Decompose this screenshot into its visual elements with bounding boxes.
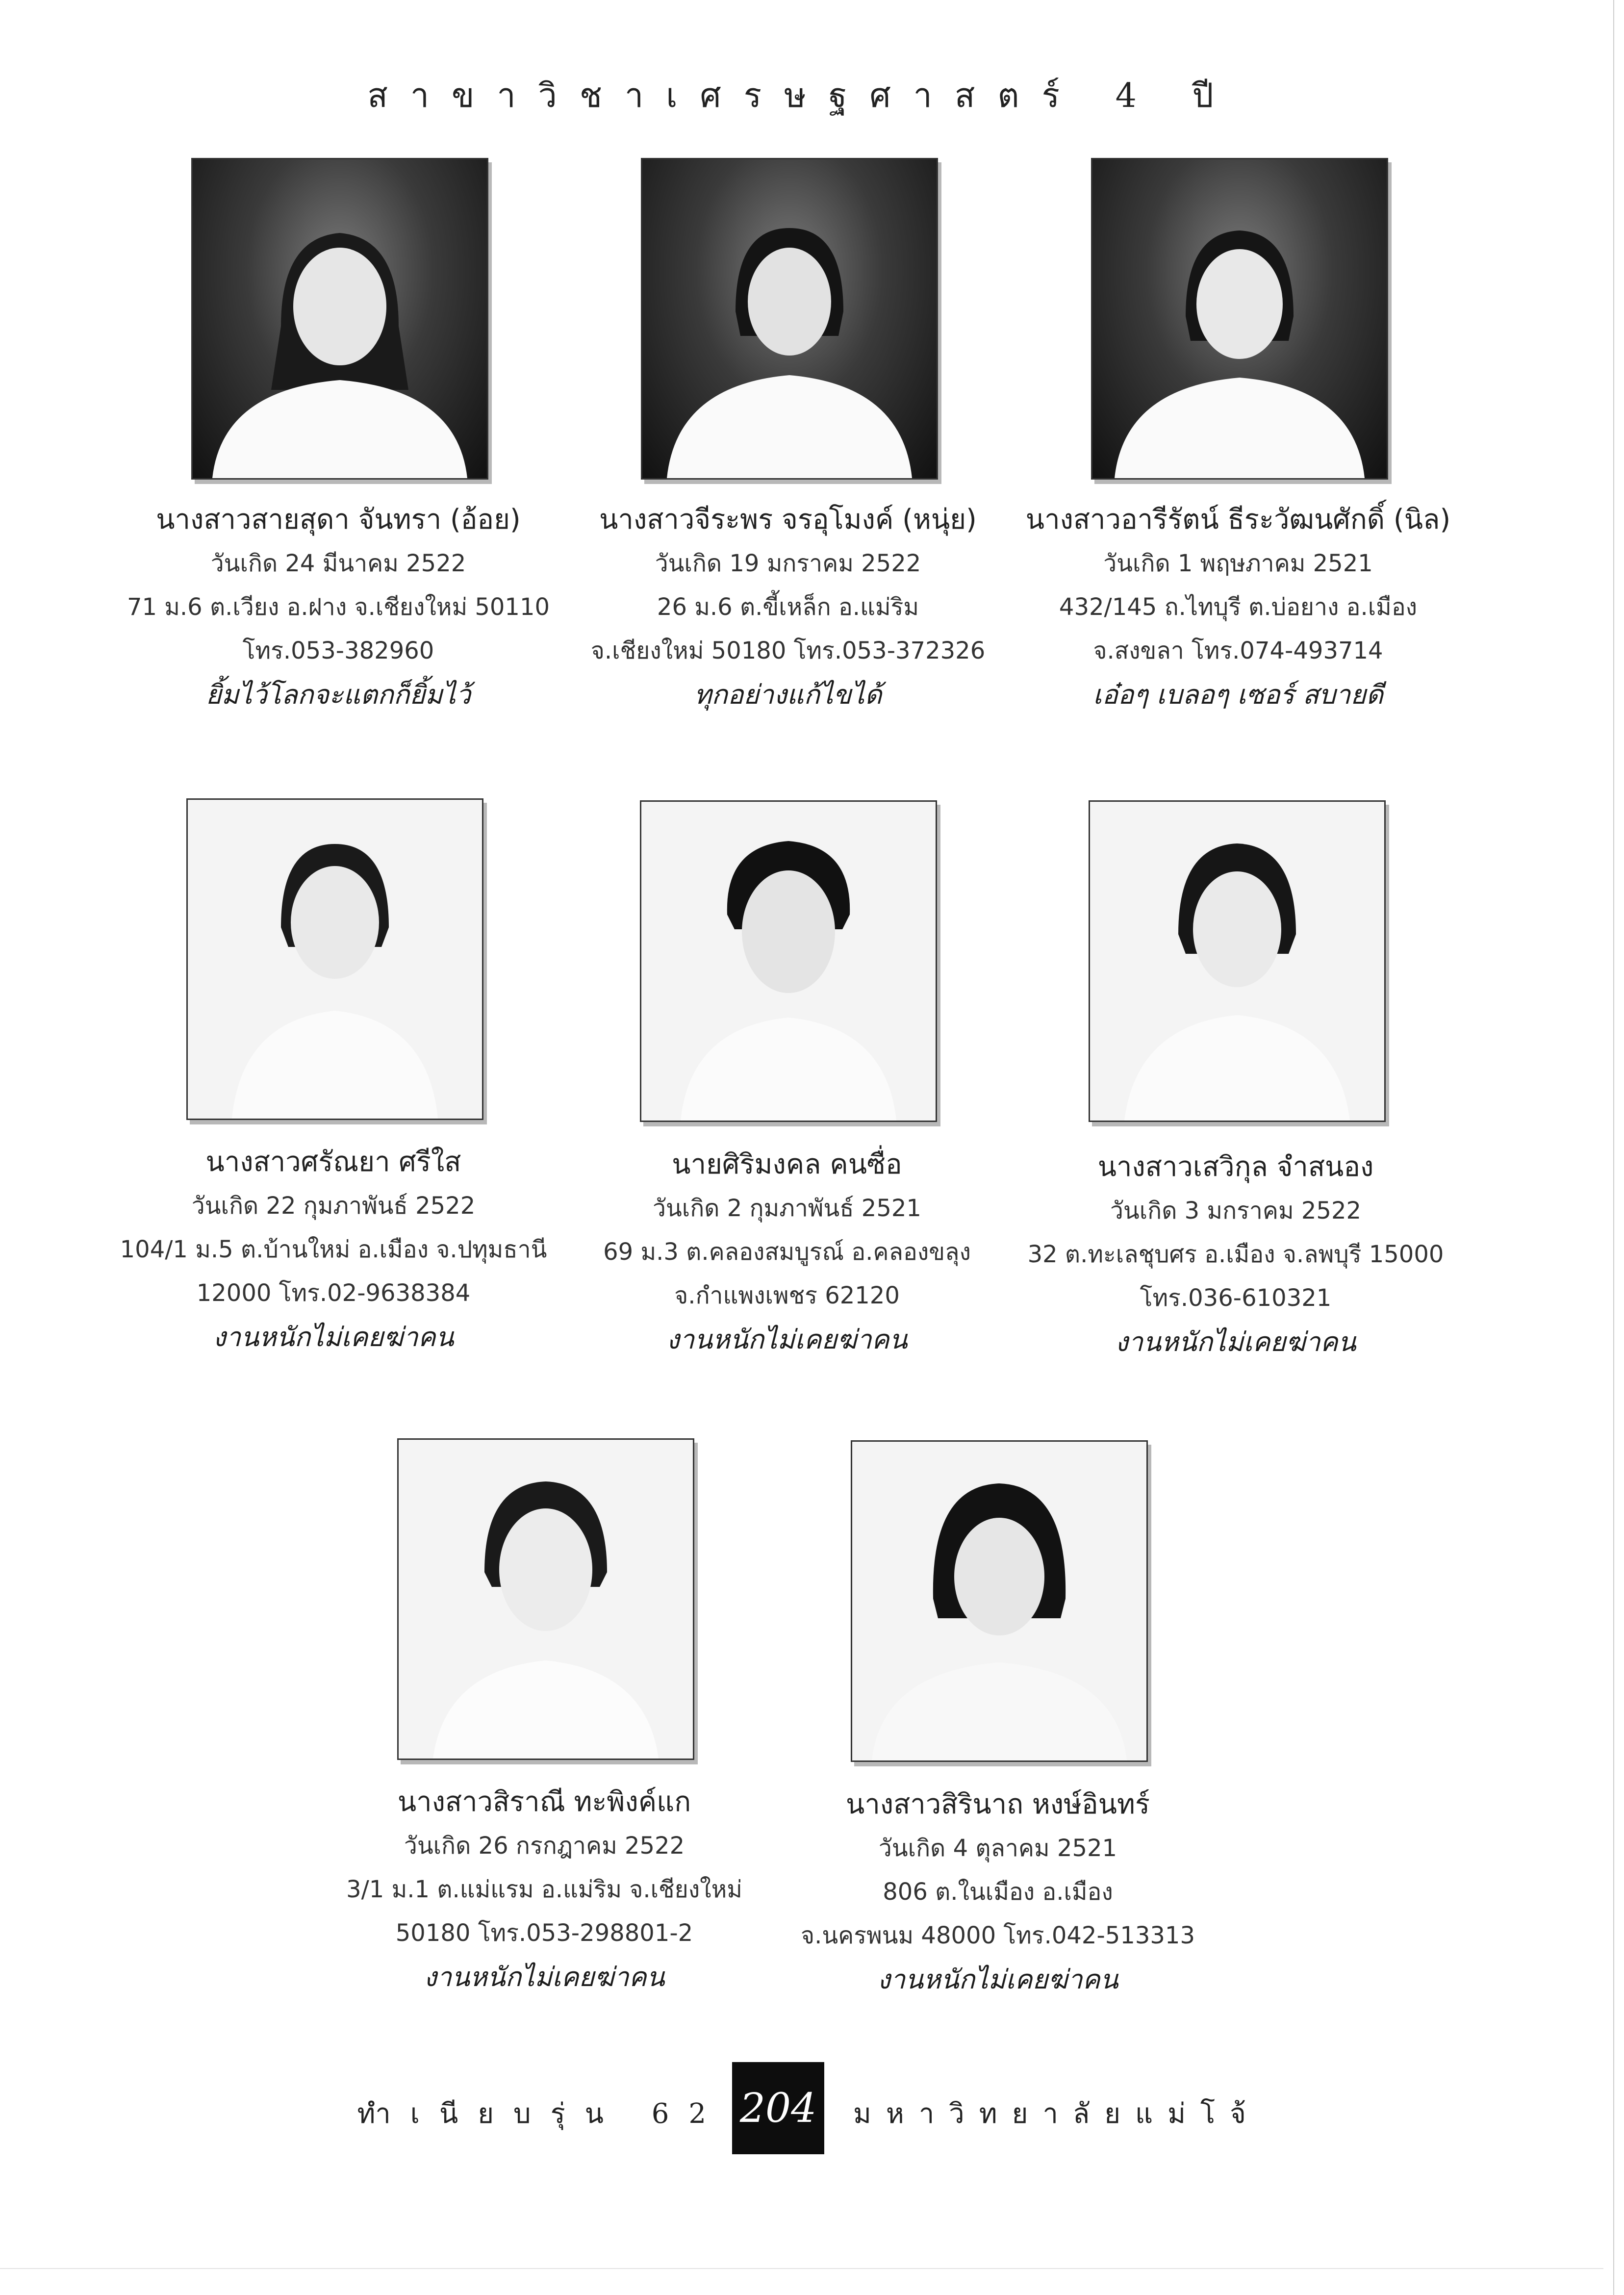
student-address: 806 ต.ในเมือง อ.เมือง bbox=[883, 1878, 1113, 1906]
student-name: นางสาวอารีรัตน์ ธีระวัฒนศักดิ์ (นิล) bbox=[1025, 504, 1451, 536]
student-birthdate: วันเกิด 1 พฤษภาคม 2521 bbox=[1103, 550, 1373, 577]
student-photo bbox=[1091, 158, 1388, 480]
student-details bbox=[777, 1783, 1218, 2002]
student-birthdate: วันเกิด 3 มกราคม 2522 bbox=[1110, 1197, 1362, 1224]
student-birthdate: วันเกิด 26 กรกฎาคม 2522 bbox=[404, 1832, 685, 1860]
student-photo bbox=[1089, 800, 1386, 1122]
student-address: 32 ต.ทะเลชุบศร อ.เมือง จ.ลพบุรี 15000 bbox=[1027, 1241, 1444, 1268]
student-address: 69 ม.3 ต.คลองสมบูรณ์ อ.คลองขลุง bbox=[603, 1238, 971, 1266]
student-birthdate: วันเกิด 2 กุมภาพันธ์ 2521 bbox=[653, 1195, 921, 1222]
student-motto: งานหนักไม่เคยฆ่าคน bbox=[877, 1964, 1118, 1995]
student-address-contact: จ.นครพนม 48000 โทร.042-513313 bbox=[800, 1922, 1195, 1949]
student-motto: งานหนักไม่เคยฆ่าคน bbox=[213, 1322, 454, 1352]
student-address-contact: จ.กำแพงเพชร 62120 bbox=[674, 1282, 900, 1309]
student-photo bbox=[641, 158, 938, 480]
page-number: 204 bbox=[732, 2062, 824, 2154]
student-birthdate: วันเกิด 4 ตุลาคม 2521 bbox=[878, 1835, 1117, 1862]
student-motto: ยิ้มไว้โลกจะแตกก็ยิ้มไว้ bbox=[205, 679, 471, 710]
student-name: นางสาวสิราณี ทะพิงค์แก bbox=[397, 1786, 691, 1818]
student-motto: งานหนักไม่เคยฆ่าคน bbox=[424, 1962, 665, 1992]
student-name: นายศิริมงคล คนซื่อ bbox=[672, 1148, 902, 1180]
student-address: 432/145 ถ.ไทบุรี ต.บ่อยาง อ.เมือง bbox=[1059, 593, 1418, 621]
student-address-contact: จ.สงขลา โทร.074-493714 bbox=[1093, 637, 1383, 664]
student-name: นางสาวจีระพร จรอุโมงค์ (หนุ่ย) bbox=[599, 504, 977, 536]
student-motto: ทุกอย่างแก้ไขได้ bbox=[694, 679, 882, 710]
student-details bbox=[1017, 498, 1459, 717]
student-address: 26 ม.6 ต.ขี้เหล็ก อ.แม่ริม bbox=[657, 593, 919, 621]
student-photo bbox=[397, 1438, 694, 1760]
student-details bbox=[566, 1143, 1008, 1362]
student-birthdate: วันเกิด 19 มกราคม 2522 bbox=[655, 550, 921, 577]
student-address: 3/1 ม.1 ต.แม่แรม อ.แม่ริม จ.เชียงใหม่ bbox=[346, 1876, 742, 1903]
student-address-contact: 12000 โทร.02-9638384 bbox=[196, 1279, 471, 1307]
footer-yearbook-title: ทำเนียบรุ่น 62 bbox=[357, 2098, 726, 2130]
student-address: 104/1 ม.5 ต.บ้านใหม่ อ.เมือง จ.ปทุมธานี bbox=[120, 1236, 547, 1263]
student-address: 71 ม.6 ต.เวียง อ.ฝาง จ.เชียงใหม่ 50110 bbox=[127, 593, 550, 621]
student-address-contact: จ.เชียงใหม่ 50180 โทร.053-372326 bbox=[590, 637, 986, 664]
page-edge-right bbox=[1613, 0, 1614, 2295]
student-motto: งานหนักไม่เคยฆ่าคน bbox=[666, 1324, 908, 1355]
student-details bbox=[113, 1140, 554, 1359]
footer-university-name: มหาวิทยาลัยแม่โจ้ bbox=[853, 2098, 1261, 2130]
student-name: นางสาวสิรินาถ หงษ์อินทร์ bbox=[846, 1788, 1150, 1820]
student-name: นางสาวศรัณยา ศรีใส bbox=[205, 1146, 461, 1178]
student-birthdate: วันเกิด 24 มีนาคม 2522 bbox=[210, 550, 466, 577]
student-details bbox=[567, 498, 1009, 717]
student-name: นางสาวสายสุดา จันทรา (อ้อย) bbox=[156, 504, 521, 536]
student-address-contact: โทร.053-382960 bbox=[242, 637, 434, 664]
student-motto: งานหนักไม่เคยฆ่าคน bbox=[1115, 1326, 1356, 1357]
student-birthdate: วันเกิด 22 กุมภาพันธ์ 2522 bbox=[191, 1192, 476, 1220]
student-photo bbox=[191, 158, 488, 480]
page-header: สาขาวิชาเศรษฐศาสตร์ 4 ปี bbox=[367, 76, 1236, 115]
student-address-contact: 50180 โทร.053-298801-2 bbox=[395, 1919, 693, 1947]
student-photo bbox=[640, 800, 937, 1122]
student-photo bbox=[186, 798, 483, 1120]
student-details bbox=[324, 1780, 765, 1999]
page-edge-bottom bbox=[0, 2268, 1603, 2269]
student-motto: เอ๋อๆ เบลอๆ เซอร์ สบายดี bbox=[1093, 679, 1383, 710]
student-address-contact: โทร.036-610321 bbox=[1140, 1284, 1332, 1312]
student-name: นางสาวเสวิกุล จำสนอง bbox=[1097, 1151, 1374, 1183]
student-details bbox=[118, 498, 559, 717]
student-photo bbox=[851, 1440, 1148, 1762]
student-details bbox=[1015, 1145, 1456, 1364]
